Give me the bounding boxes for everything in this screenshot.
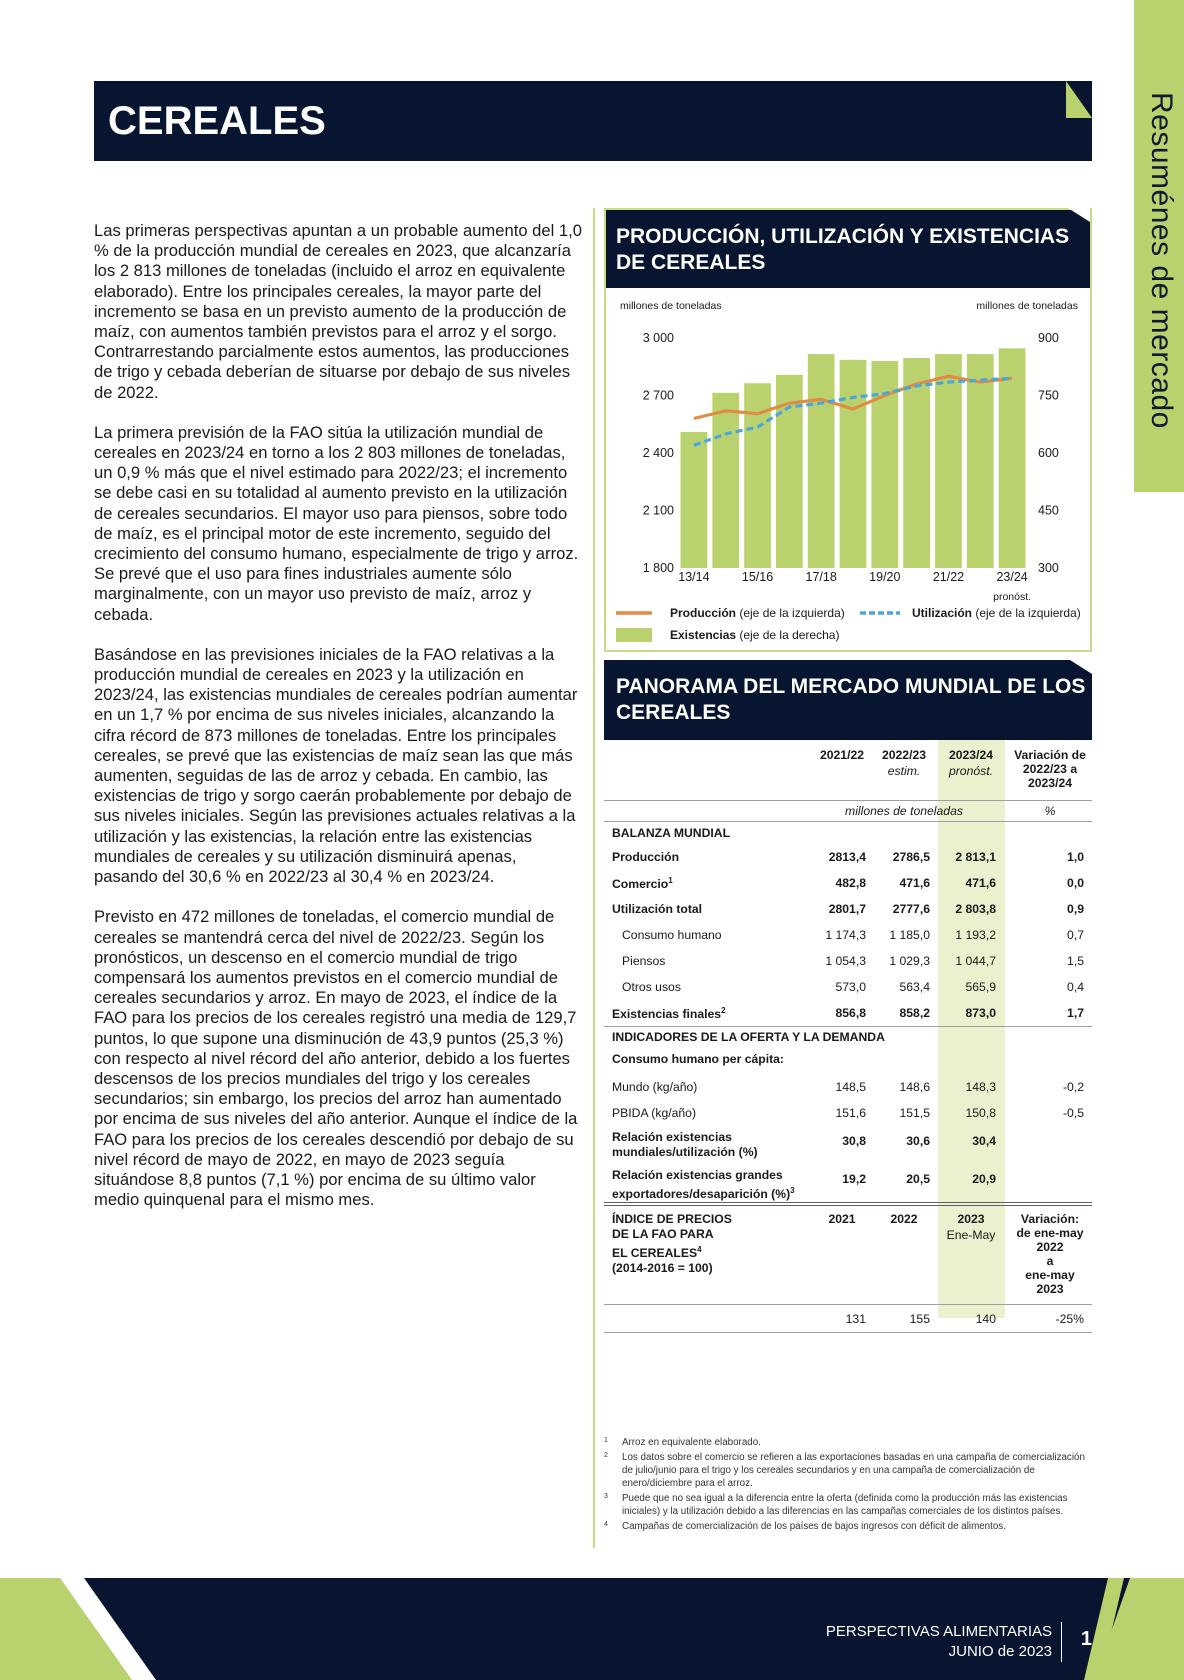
row-label: PBIDA (kg/año) (612, 1106, 696, 1120)
x-tick-label: 23/24 (996, 570, 1028, 584)
index-column-header: 2021 (828, 1212, 856, 1226)
value-cell: 1,0 (1067, 850, 1084, 864)
table-bottom-border (604, 1332, 1092, 1333)
publication-name: PERSPECTIVAS ALIMENTARIAS (825, 1623, 1052, 1640)
y-tick-right: 900 (1038, 331, 1059, 345)
units-label: millones de toneladas (845, 804, 963, 818)
y-axis-label-left: millones de toneladas (620, 300, 722, 312)
units-pct-label: % (1044, 804, 1056, 818)
existencias-bar (712, 393, 739, 568)
value-cell: 0,9 (1067, 902, 1084, 916)
legend-produccion-label: Producción (eje de la izquierda) (670, 606, 845, 620)
value-cell: 19,2 (842, 1172, 866, 1186)
value-cell: 150,8 (965, 1106, 996, 1120)
forecast-note: pronóst. (993, 591, 1032, 603)
chart-panel (604, 208, 1092, 652)
existencias-bar (840, 360, 867, 568)
y-tick-left: 2 100 (642, 503, 674, 518)
body-paragraph: Las primeras perspectivas apuntan a un probable aumento del 1,0 % de la producción mundial de cereales en 2023, que alcanzaría los 2 813 millones de toneladas (incluido el arroz en equivalente elaborado). Entre los principales cereales, la mayor parte del incremento se basa en un previsto aumento de la producción de maíz, con aumentos también previstos para el arroz y el sorgo. Contrarrestando parcialmente estos aumentos, las producciones de trigo y cebada deberían de situarse por debajo de sus niveles de 2022. (94, 221, 582, 402)
footnote (604, 1520, 1092, 1533)
table-header-notch (1070, 660, 1092, 674)
value-cell: 856,8 (835, 1006, 866, 1020)
value-cell: 565,9 (965, 980, 996, 994)
value-cell: 2786,5 (892, 850, 930, 864)
existencias-bar (935, 354, 962, 568)
row-label: Existencias finales$^2$ (612, 1006, 726, 1022)
index-value: 155 (909, 1312, 930, 1326)
value-cell: 573,0 (835, 980, 866, 994)
section-heading: INDICADORES DE LA OFERTA Y LA DEMANDA (612, 1030, 885, 1044)
chart-header-notch (1068, 208, 1090, 222)
value-cell: 1 029,3 (889, 954, 930, 968)
footnote-text: Arroz en equivalente elaborado. (622, 1437, 761, 1448)
value-cell: 1 044,7 (955, 954, 996, 968)
row-label: Relación existencias grandes exportadores/desaparición (%)$^3$ (612, 1168, 795, 1202)
section-subheading: Consumo humano per cápita: (612, 1052, 784, 1066)
x-tick-label: 21/22 (932, 570, 965, 584)
index-label: ÍNDICE DE PRECIOS DE LA FAO PARA EL CEREALES$^4$ (2014-2016 = 100) (612, 1212, 732, 1276)
footer (0, 1578, 1184, 1680)
body-paragraph: Basándose en las previsiones iniciales de la FAO relativas a la producción mundial de cereales en 2023 y la utilización en 2023/24, las existencias mundiales de cereales podrían aumentar en un 1,7 % por encima de sus niveles iniciales, alcanzando la cifra récord de 873 millones de toneladas. Entre los principales cereales, se prevé que las existencias de maíz sean las que más aumenten, seguidas de las de arroz y cebada. En cambio, las existencias de trigo y sorgo caerán probablemente por debajo de sus niveles iniciales. Según las previsiones actuales relativas a la utilización y las existencias, la relación entre las existencias mundiales de cereales y su utilización disminuirá apenas, pasando del 30,6 % en 2022/23 al 30,4 % en 2023/24. (94, 644, 578, 887)
value-cell: 471,6 (899, 876, 930, 890)
value-cell: 0,7 (1067, 928, 1084, 942)
value-cell: 148,5 (835, 1080, 866, 1094)
footnote-number: 4 (604, 1521, 608, 1528)
value-cell: 20,5 (906, 1172, 930, 1186)
value-cell: 1,7 (1067, 1006, 1084, 1020)
balance-divider (604, 1026, 1092, 1027)
page-title: CEREALES (108, 99, 326, 143)
value-cell: 1 174,3 (825, 928, 866, 942)
body-paragraph: La primera previsión de la FAO sitúa la utilización mundial de cereales en 2023/24 en torno a los 2 803 millones de toneladas, un 0,9 % más que el nivel estimado para 2022/23; el incremento se debe casi en su totalidad al aumento previsto en la utilización de cereales secundarios. El mayor uso para piensos, sobre todo de maíz, es el principal motor de este incremento, seguido del crecimiento del consumo humano, especialmente de trigo y arroz. Se prevé que el uso para fines industriales aumente sólo marginalmente, con un mayor uso previsto de maíz, arroz y cebada. (94, 422, 579, 624)
x-tick-label: 19/20 (869, 570, 901, 584)
y-tick-right: 750 (1038, 388, 1059, 403)
column-subheader: estim. (887, 764, 921, 778)
value-cell: 471,6 (965, 876, 996, 890)
index-header-divider (604, 1304, 1092, 1305)
market-table (604, 740, 1092, 1326)
row-label: Mundo (kg/año) (612, 1080, 698, 1094)
existencias-bar (681, 432, 708, 568)
x-tick-label: 15/16 (741, 570, 774, 584)
existencias-bar (999, 348, 1026, 568)
value-cell: 148,6 (899, 1080, 930, 1094)
footnote-number: 2 (604, 1452, 608, 1459)
chart-title: PRODUCCIÓN, UTILIZACIÓN Y EXISTENCIAS DE CEREALES (616, 225, 1070, 274)
column-header: 2022/23 (881, 748, 927, 762)
existencias-bar (808, 354, 835, 568)
value-cell: 2 803,8 (955, 902, 996, 916)
header-divider (604, 800, 1092, 801)
value-cell: 30,8 (842, 1134, 866, 1148)
value-cell: 2813,4 (828, 850, 866, 864)
body-text (94, 221, 584, 1230)
chart-header (606, 210, 1090, 288)
y-tick-right: 300 (1038, 561, 1059, 575)
index-column-subheader: Ene-May (946, 1228, 996, 1242)
footnote (604, 1492, 1092, 1518)
section-heading: BALANZA MUNDIAL (612, 826, 731, 840)
footnote-text: Los datos sobre el comercio se refieren a las exportaciones basadas en una campaña de comercialización de julio/junio para el trigo y los cereales secundarios y en una campaña de comercialización de enero/diciembre para el arroz. (622, 1452, 1085, 1489)
market-table-title: PANORAMA DEL MERCADO MUNDIAL DE LOS CEREALES (616, 675, 1086, 724)
column-divider (593, 208, 595, 1548)
value-cell: 563,4 (899, 980, 930, 994)
legend-existencias-label: Existencias (eje de la derecha) (670, 628, 840, 642)
value-cell: 148,3 (965, 1080, 996, 1094)
value-cell: 30,6 (906, 1134, 930, 1148)
publication-date: JUNIO de 2023 (948, 1643, 1052, 1660)
y-tick-left: 1 800 (642, 561, 674, 575)
footnote (604, 1451, 1092, 1490)
y-tick-left: 2 700 (642, 388, 674, 403)
y-tick-left: 3 000 (642, 331, 674, 345)
footnote-number: 3 (604, 1493, 608, 1500)
legend-utilizacion-label: Utilización (eje de la izquierda) (912, 606, 1081, 620)
x-tick-label: 13/14 (678, 570, 710, 584)
value-cell: 873,0 (965, 1006, 996, 1020)
footnote (604, 1436, 1092, 1449)
footnotes (604, 1436, 1092, 1535)
value-cell: 2801,7 (828, 902, 866, 916)
footer-separator (1061, 1622, 1062, 1662)
footnote-text: Puede que no sea igual a la diferencia entre la oferta (definida como la producción más las existencias iniciales) y la utilización debido a las diferencias en las campañas comerciales de los distintos países. (622, 1493, 1068, 1517)
row-label: Utilización total (612, 902, 703, 916)
title-bar (94, 81, 1092, 161)
index-value: -25% (1055, 1312, 1084, 1326)
value-cell: 0,0 (1067, 876, 1084, 890)
value-cell: 1,5 (1067, 954, 1084, 968)
value-cell: 151,6 (835, 1106, 866, 1120)
row-label: Comercio$^1$ (612, 876, 673, 892)
y-axis-label-right: millones de toneladas (976, 300, 1078, 312)
value-cell: 2 813,1 (955, 850, 996, 864)
value-cell: 1 193,2 (955, 928, 996, 942)
column-header: Variación de 2022/23 a 2023/24 (1014, 748, 1086, 790)
value-cell: 1 185,0 (889, 928, 930, 942)
index-value: 131 (845, 1312, 866, 1326)
footnote-text: Campañas de comercialización de los países de bajos ingresos con déficit de alimentos. (622, 1521, 1006, 1532)
page-number: 1 (1080, 1628, 1092, 1650)
y-tick-left: 2 400 (642, 446, 674, 460)
footnote-number: 1 (604, 1437, 608, 1444)
value-cell: 2777,6 (892, 902, 930, 916)
value-cell: 858,2 (899, 1006, 930, 1020)
y-tick-right: 600 (1038, 446, 1059, 460)
existencias-bar (967, 354, 994, 568)
row-label: Piensos (622, 954, 666, 968)
row-label: Otros usos (622, 980, 681, 994)
chart-svg (606, 294, 1090, 650)
title-corner-accent (1066, 81, 1092, 118)
index-column-header: 2022 (890, 1212, 918, 1226)
index-column-header: 2023 (957, 1212, 985, 1226)
row-label: Consumo humano (622, 928, 722, 942)
market-table-panel (604, 660, 1092, 1326)
value-cell: 151,5 (899, 1106, 930, 1120)
body-paragraph: Previsto en 472 millones de toneladas, el comercio mundial de cereales se mantendrá cerca del nivel de 2022/23. Según los pronósticos, un descenso en el comercio mundial de trigo compensará los aumentos previstos en el comercio mundial de cereales secundarios y arroz. En mayo de 2023, el índice de la FAO para los precios de los cereales registró una media de 129,7 puntos, lo que supone una disminución de 43,9 puntos (25,3 %) con respecto al nivel récord del año anterior, debido a los fuertes descensos de los precios mundiales del trigo y los cereales secundarios; sin embargo, los precios del arroz han aumentado por encima de sus niveles del año anterior. Aunque el índice de la FAO para los precios de los cereales descendió por debajo de su nivel récord de mayo de 2022, en mayo de 2023 seguía situándose 8,8 puntos (7,1 %) por encima de su último valor medio quinquenal para el mismo mes. (94, 907, 578, 1210)
legend-existencias-swatch (616, 628, 652, 642)
row-label: Producción (612, 850, 680, 864)
row-label: Relación existencias mundiales/utilización (%) (612, 1130, 758, 1159)
column-subheader: pronóst. (948, 764, 994, 778)
value-cell: 30,4 (972, 1134, 996, 1148)
value-cell: 0,4 (1067, 980, 1084, 994)
index-divider (604, 1202, 1092, 1206)
index-variation-header: Variación: de ene-may 2022 a ene-may 2023 (1016, 1212, 1084, 1296)
value-cell: 1 054,3 (825, 954, 866, 968)
units-divider (604, 821, 1092, 822)
side-tab-label: Resuménes de mercado (1145, 92, 1178, 429)
value-cell: 20,9 (972, 1172, 996, 1186)
market-table-header (604, 660, 1092, 740)
y-tick-right: 450 (1038, 503, 1059, 518)
column-header: 2021/22 (819, 748, 865, 762)
x-tick-label: 17/18 (805, 570, 837, 584)
value-cell: -0,5 (1062, 1106, 1084, 1120)
value-cell: 482,8 (835, 876, 866, 890)
value-cell: -0,2 (1062, 1080, 1084, 1094)
index-value: 140 (975, 1312, 996, 1326)
publication-title (826, 1622, 1052, 1662)
column-header: 2023/24 (948, 748, 994, 762)
